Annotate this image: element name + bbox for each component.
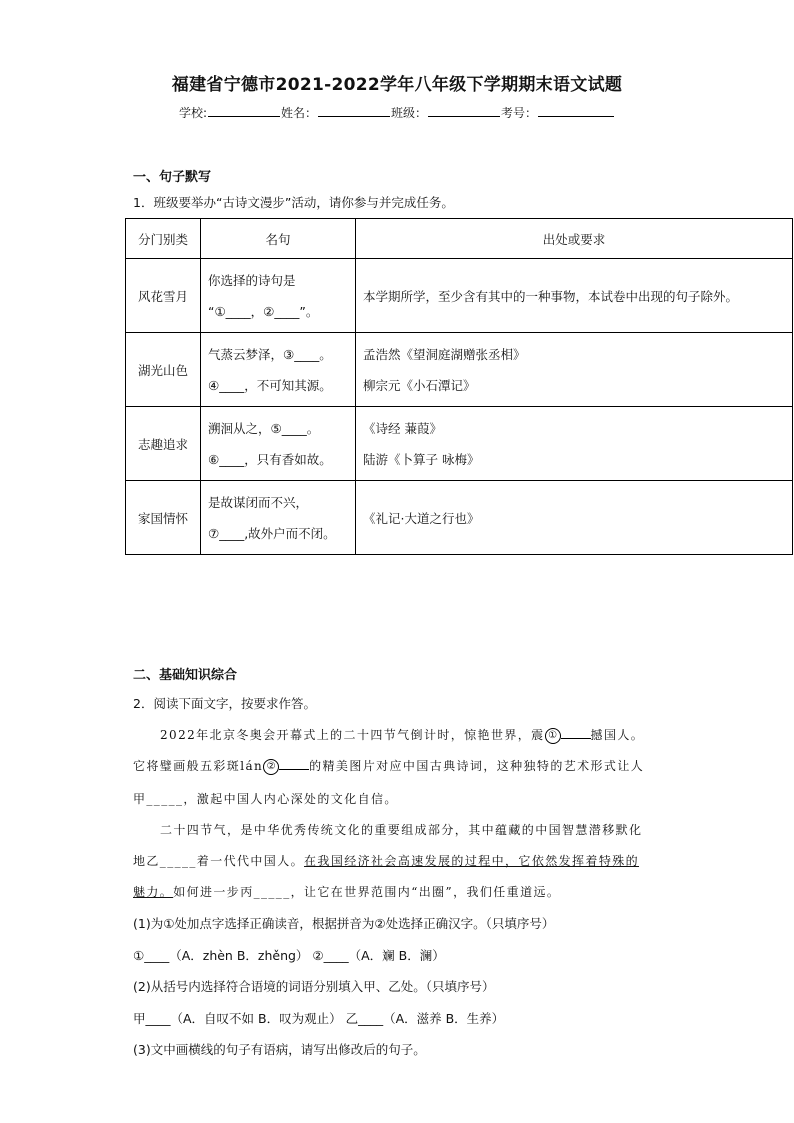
subquestion-3: (3)文中画横线的句子有语病，请写出修改后的句子。 bbox=[133, 1042, 426, 1057]
source-line: 柳宗元《小石潭记》 bbox=[363, 377, 476, 393]
exam-no-label: 考号： bbox=[501, 106, 538, 120]
category-cell: 志趣追求 bbox=[126, 407, 201, 481]
underlined-sentence: 在我国经济社会高速发展的过程中，它依然发挥着特殊的 bbox=[304, 854, 640, 868]
section1-heading: 一、句子默写 bbox=[133, 170, 212, 185]
subquestion-1: (1)为①处加点字选择正确读音，根据拼音为②处选择正确汉字。（只填序号） bbox=[133, 916, 555, 931]
verse-line[interactable]: ⑦____,故外户而不闭。 bbox=[208, 525, 336, 541]
category-cell: 家国情怀 bbox=[126, 481, 201, 555]
school-blank[interactable] bbox=[208, 103, 280, 117]
verse-line: 是故谋闭而不兴， bbox=[208, 494, 309, 510]
table-row bbox=[126, 333, 793, 407]
verse-cell bbox=[201, 407, 356, 481]
verse-line[interactable]: “①____，②____”。 bbox=[208, 303, 319, 319]
section2-heading: 二、基础知识综合 bbox=[133, 668, 238, 683]
passage-text: 如何进一步丙_____，让它在世界范围内“出圈”，我们任重道远。 bbox=[173, 885, 561, 899]
source-line: 孟浩然《望洞庭湖赠张丞相》 bbox=[363, 346, 526, 362]
page-title: 福建省宁德市2021-2022学年八年级下学期期末语文试题 bbox=[171, 75, 623, 95]
source-cell bbox=[356, 407, 793, 481]
passage-text: 2022年北京冬奥会开幕式上的二十四节气倒计时，惊艳世界，震 bbox=[160, 728, 545, 742]
passage-line bbox=[133, 883, 663, 900]
verse-line[interactable]: 溯洄从之，⑤____。 bbox=[208, 420, 320, 436]
source-line: 陆游《卜算子 咏梅》 bbox=[363, 451, 480, 467]
category-cell: 湖光山色 bbox=[126, 333, 201, 407]
name-blank[interactable] bbox=[318, 103, 390, 117]
question1: 1．班级要举办“古诗文漫步”活动，请你参与并完成任务。 bbox=[133, 195, 454, 210]
table-header: 名句 bbox=[201, 219, 356, 259]
class-label: 班级： bbox=[391, 106, 428, 120]
subquestion-1-options[interactable]: ①____（A．zhèn B．zhěng） ②____（A．斓 B．澜） bbox=[133, 948, 445, 963]
source-cell bbox=[356, 333, 793, 407]
source-cell bbox=[356, 481, 793, 555]
verse-line[interactable]: 气蒸云梦泽，③____。 bbox=[208, 346, 332, 362]
source-line: 《礼记·大道之行也》 bbox=[363, 510, 480, 526]
passage-line bbox=[160, 726, 690, 744]
exam-no-blank[interactable] bbox=[538, 103, 614, 117]
verse-cell bbox=[201, 333, 356, 407]
name-label: 姓名： bbox=[281, 106, 318, 120]
source-cell bbox=[356, 259, 793, 333]
verse-line: 你选择的诗句是 bbox=[208, 272, 296, 288]
school-label: 学校: bbox=[178, 106, 207, 120]
passage-line bbox=[133, 757, 663, 775]
table-header-row bbox=[126, 219, 793, 259]
source-line: 本学期所学，至少含有其中的一种事物，本试卷中出现的句子除外。 bbox=[363, 288, 739, 304]
subquestion-2: (2)从括号内选择符合语境的词语分别填入甲、乙处。（只填序号） bbox=[133, 979, 495, 994]
passage-line: 二十四节气，是中华优秀传统文化的重要组成部分，其中蕴藏的中国智慧潜移默化 bbox=[160, 823, 643, 837]
question2: 2．阅读下面文字，按要求作答。 bbox=[133, 696, 316, 711]
poem-table bbox=[125, 218, 793, 555]
answer-blank[interactable] bbox=[561, 726, 591, 739]
circled-number: ① bbox=[545, 728, 561, 744]
table-header: 分门别类 bbox=[126, 219, 201, 259]
student-info-line bbox=[0, 103, 794, 121]
class-blank[interactable] bbox=[428, 103, 500, 117]
verse-cell bbox=[201, 259, 356, 333]
passage-text: 地乙_____着一代代中国人。 bbox=[133, 854, 305, 868]
passage-text: 它将璧画般五彩斑lán bbox=[133, 759, 264, 773]
subquestion-2-options[interactable]: 甲____（A．自叹不如 B．叹为观止） 乙____（A．滋养 B．生养） bbox=[133, 1011, 505, 1026]
underlined-sentence: 魅力。 bbox=[133, 885, 174, 899]
passage-line bbox=[133, 852, 663, 869]
table-row bbox=[126, 481, 793, 555]
passage-line: 甲_____，激起中国人内心深处的文化自信。 bbox=[133, 792, 398, 806]
passage-text: 撼国人。 bbox=[590, 728, 645, 742]
table-header: 出处或要求 bbox=[356, 219, 793, 259]
table-row bbox=[126, 259, 793, 333]
category-cell: 风花雪月 bbox=[126, 259, 201, 333]
table-row bbox=[126, 407, 793, 481]
verse-cell bbox=[201, 481, 356, 555]
verse-line[interactable]: ④____，不可知其源。 bbox=[208, 377, 332, 393]
circled-number: ② bbox=[263, 759, 279, 775]
answer-blank[interactable] bbox=[279, 757, 309, 770]
source-line: 《诗经 蒹葭》 bbox=[363, 420, 442, 436]
passage-text: 的精美图片对应中国古典诗词，这种独特的艺术形式让人 bbox=[309, 759, 645, 773]
verse-line[interactable]: ⑥____，只有香如故。 bbox=[208, 451, 332, 467]
